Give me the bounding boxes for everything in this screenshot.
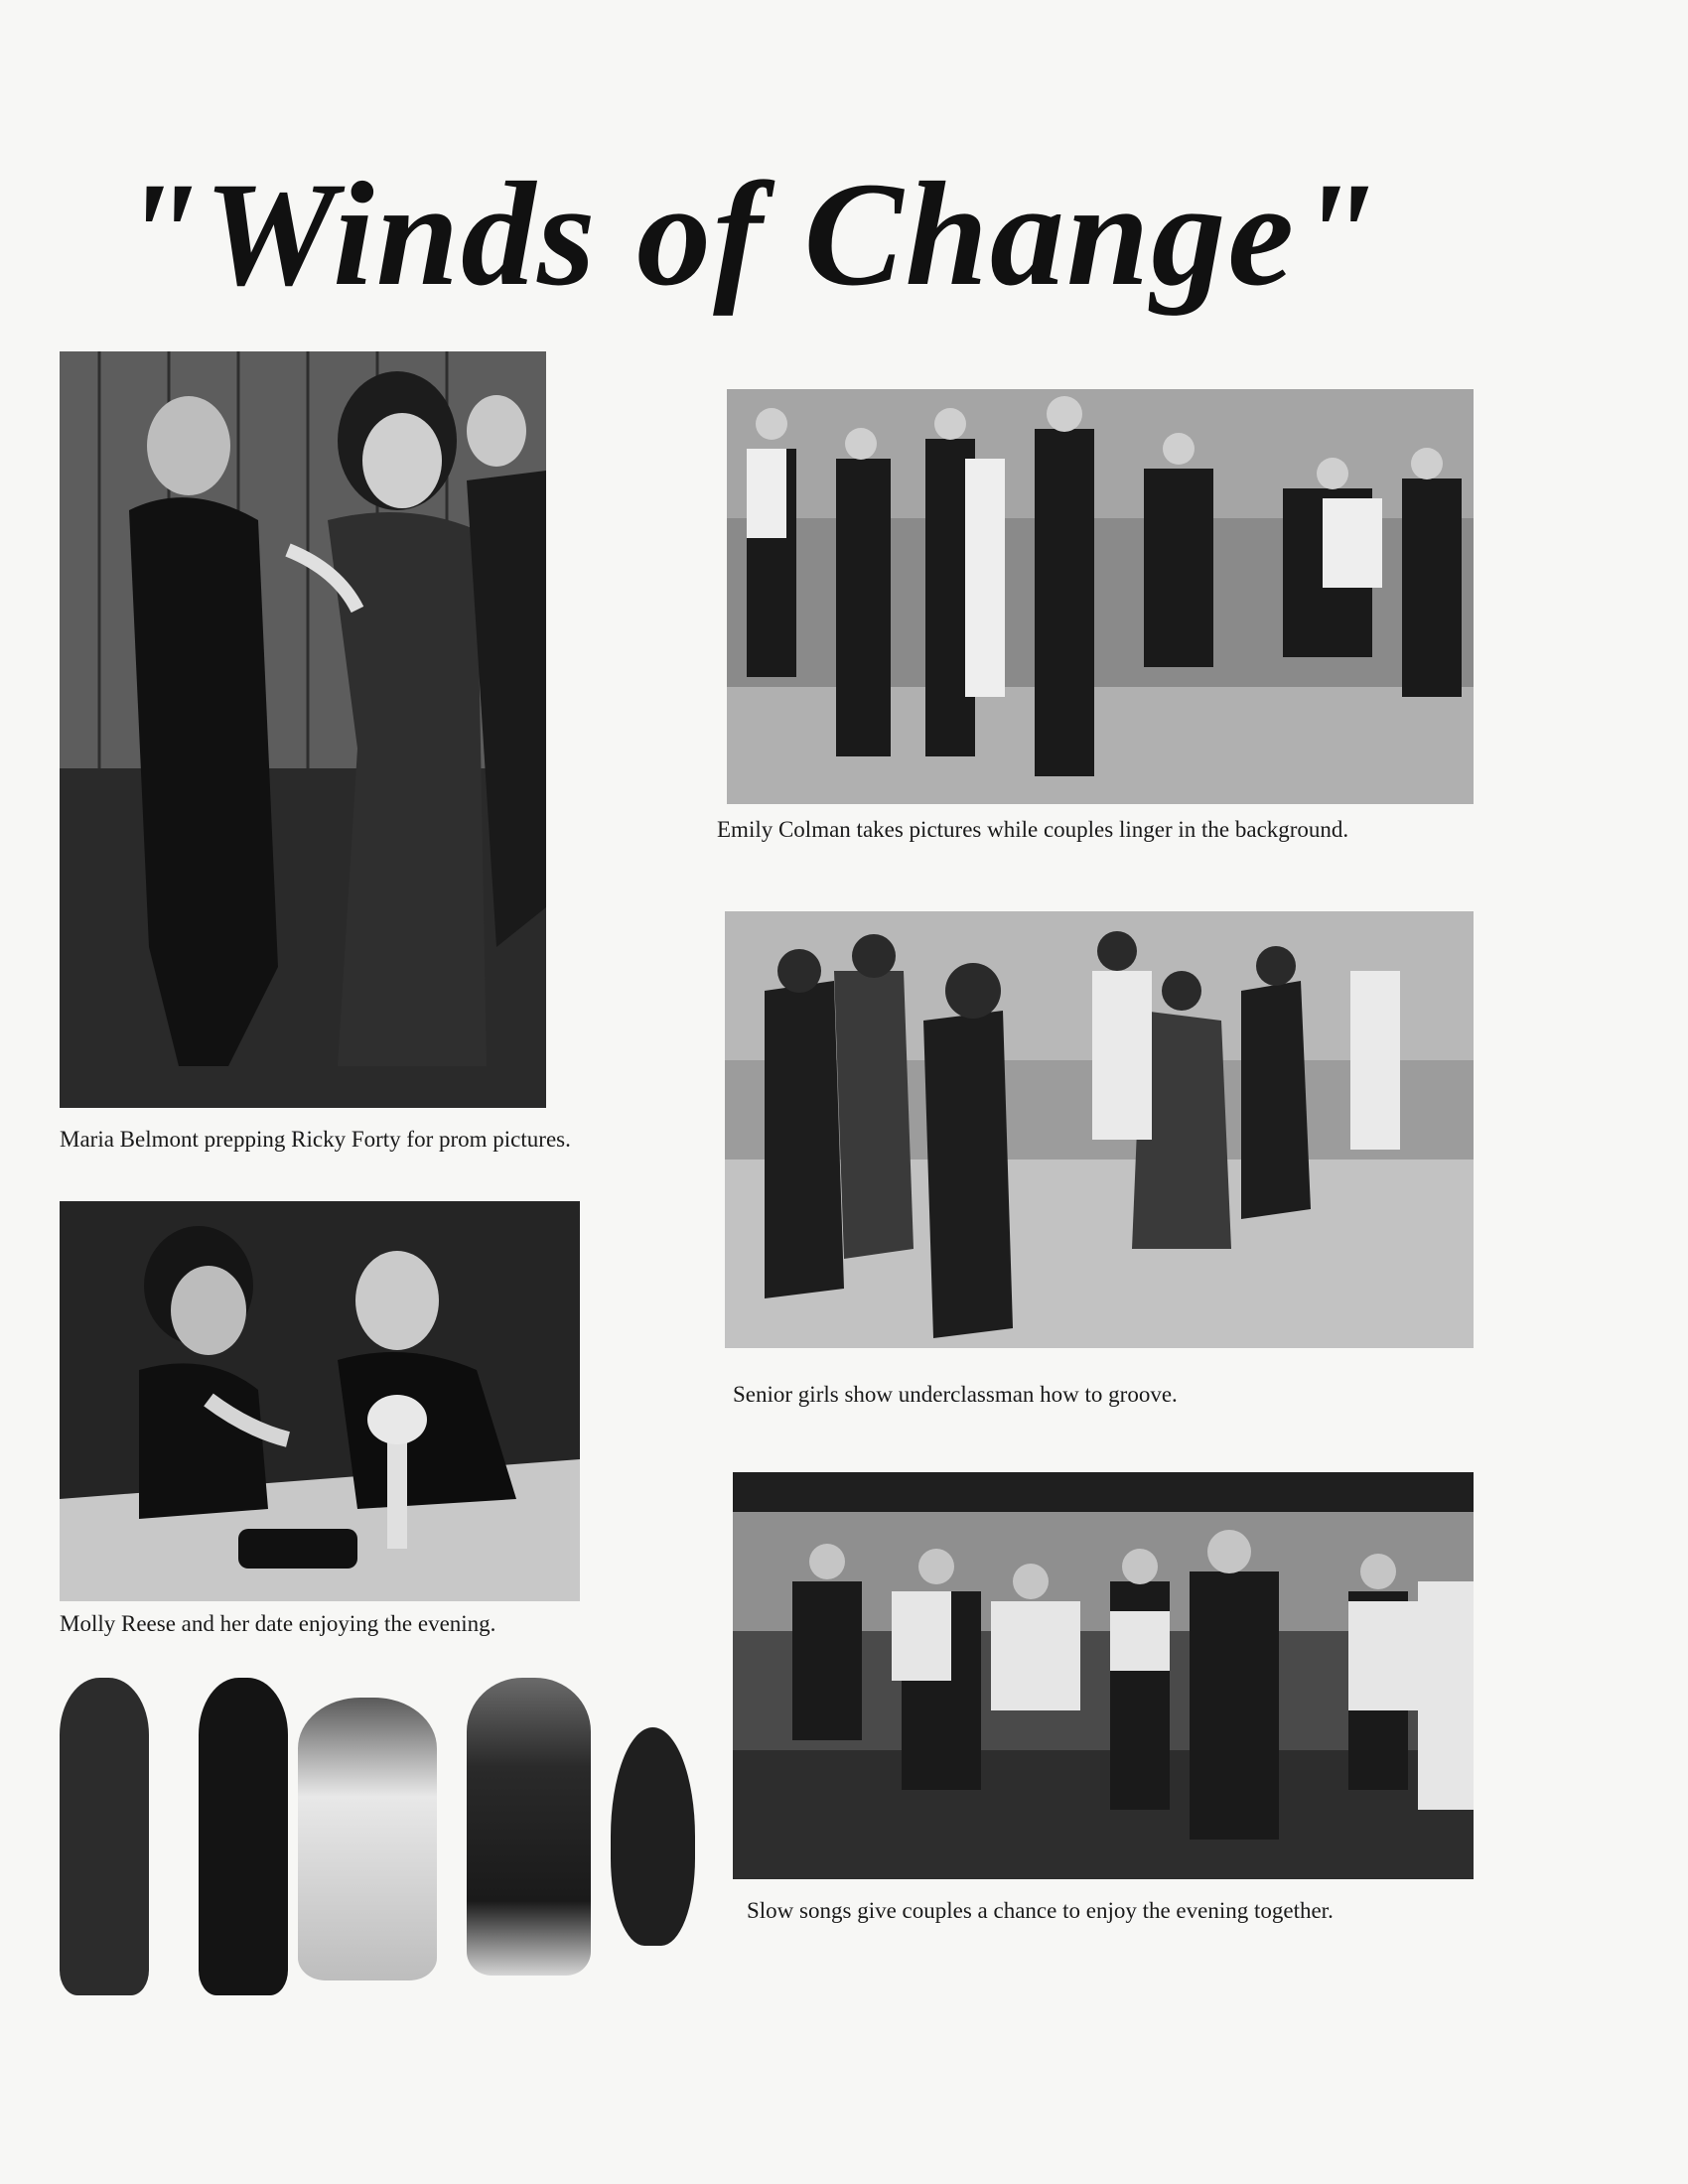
cutout-figure bbox=[611, 1727, 695, 1946]
photo-maria-ricky bbox=[60, 351, 546, 1108]
photo-senior-girls bbox=[725, 911, 1474, 1348]
photo-emily-colman bbox=[727, 389, 1474, 804]
photo-caption: Slow songs give couples a chance to enjoy the evening together. bbox=[747, 1898, 1334, 1923]
cutout-figure bbox=[467, 1678, 591, 1976]
cutout-figure bbox=[60, 1678, 149, 1995]
page-title: "Winds of Change" bbox=[119, 152, 1381, 317]
photo-molly-reese bbox=[60, 1201, 580, 1601]
cutout-figure bbox=[298, 1698, 437, 1980]
photo-caption: Maria Belmont prepping Ricky Forty for prom pictures. bbox=[60, 1127, 571, 1152]
photo-caption: Molly Reese and her date enjoying the evening. bbox=[60, 1611, 496, 1636]
photo-caption: Emily Colman takes pictures while couples linger in the background. bbox=[717, 817, 1349, 842]
cutout-figure bbox=[199, 1678, 288, 1995]
photo-slow-songs bbox=[733, 1472, 1474, 1879]
photo-caption: Senior girls show underclassman how to groove. bbox=[733, 1382, 1178, 1407]
